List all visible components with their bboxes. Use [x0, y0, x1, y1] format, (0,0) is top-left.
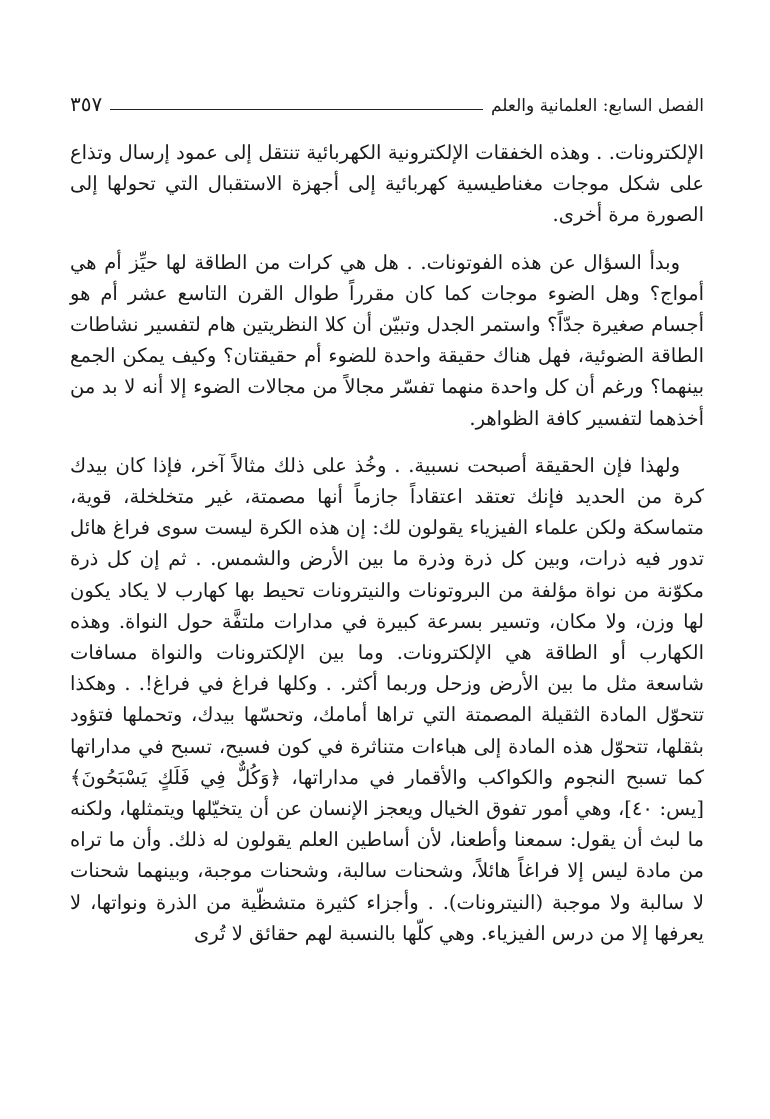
page-number: ٣٥٧: [70, 92, 103, 116]
header-rule: [110, 109, 483, 110]
body-text: [70, 137, 704, 949]
paragraph: الإلكترونات. . وهذه الخفقات الإلكترونية الكهربائية تنتقل إلى عمود إرسال وتذاع على شكل موجات مغناطيسية كهربائية إلى أجهزة الاستقبال التي تحولها إلى الصورة مرة أخرى.: [70, 141, 704, 227]
paragraph: وبدأ السؤال عن هذه الفوتونات. . هل هي كرات من الطاقة لها حيِّز أم هي أمواج؟ وهل الضوء موجات كما كان مقرراً طوال القرن التاسع عشر أم هو أجسام صغيرة جدّاً؟ واستمر الجدل وتبيّن أن كلا النظريتين هام لتفسير نشاطات الطاقة الضوئية، فهل هناك حقيقة واحدة للضوء أم حقيقتان؟ وكيف يمكن الجمع بينهما؟ ورغم أن كل واحدة منهما تفسّر مجالاً من مجالات الضوء إلا أنه لا بد من أخذهما لتفسير كافة الظواهر.: [70, 250, 704, 430]
running-header: [70, 86, 704, 116]
chapter-title: الفصل السابع: العلمانية والعلم: [490, 96, 704, 116]
paragraph: ولهذا فإن الحقيقة أصبحت نسبية. . وخُذ على ذلك مثالاً آخر، فإذا كان بيدك كرة من الحديد فإنك تعتقد اعتقاداً جازماً أنها مصمتة، غير متخلخلة، قوية، متماسكة ولكن علماء الفيزياء يقولون لك: إن هذه الكرة ليست سوى فراغ هائل تدور فيه ذرات، وبين كل ذرة وذرة ما بين الأرض والشمس. . ثم إن كل ذرة مكوّنة من نواة مؤلفة من البروتونات والنيترونات تحيط بها كهارب لا يكاد يكون لها وزن، ولا مكان، وتسير بسرعة كبيرة في مدارات ملتفَّة حول النواة. وهذه الكهارب أو الطاقة هي الإلكترونات. وما بين الإلكترونات والنواة مسافات شاسعة مثل ما بين الأرض وزحل وربما أكثر. . وكلها فراغ في فراغ!. . وهكذا تتحوّل المادة الثقيلة المصمتة التي تراها أمامك، وتحسّها بيدك، وتحملها فتؤود بثقلها، تتحوّل هذه المادة إلى هباءات متناثرة في كون فسيح، تسبح في مداراتها كما تسبح النجوم والكواكب والأقمار في مداراتها، ﴿وَكُلٌّ فِي فَلَكٍ يَسْبَحُونَ﴾ [يس: ٤٠]، وهي أمور تفوق الخيال ويعجز الإنسان عن أن يتخيّلها ويتمثلها، ولكنه ما لبث أن يقول: سمعنا وأطعنا، لأن أساطين العلم يقولون له ذلك. وأن ما تراه من مادة ليس إلا فراغاً هائلاً، وشحنات سالبة، وشحنات موجبة، وبينهما شحنات لا سالبة ولا موجبة (النيترونات). . وأجزاء كثيرة متشظّية من الذرة ونواتها، لا يعرفها إلا من درس الفيزياء. وهي كلّها بالنسبة لهم حقائق لا تُرى: [70, 453, 704, 945]
